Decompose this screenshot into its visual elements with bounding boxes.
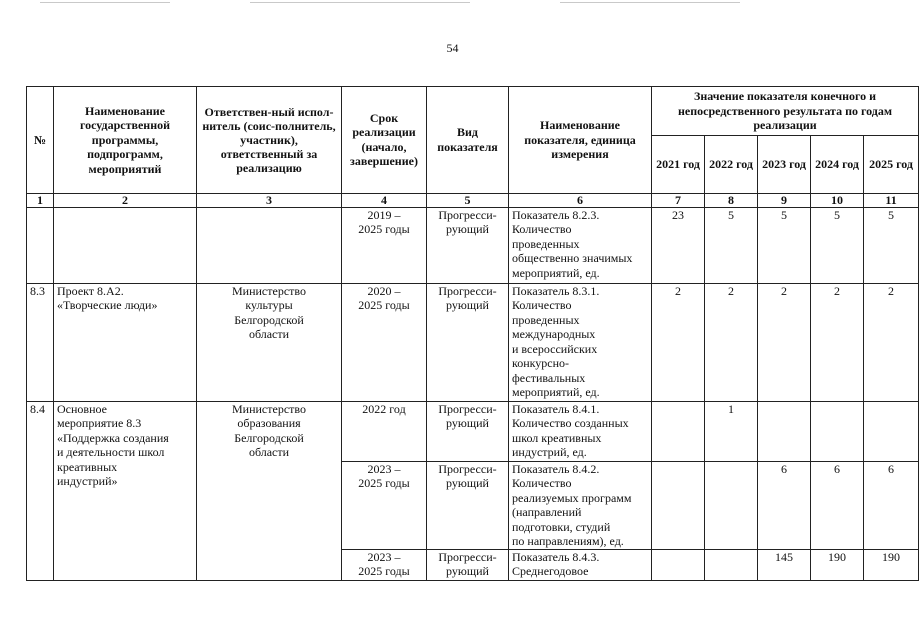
column-number: 7: [652, 193, 705, 207]
row-indicator: Показатель 8.4.1. Количество созданных школ креативных индустрий, ед.: [509, 401, 652, 461]
column-number: 4: [342, 193, 427, 207]
column-number: 9: [758, 193, 811, 207]
header-values-group: Значение показателя конечного и непосредственного результата по годам реализации: [652, 87, 919, 136]
column-number: 6: [509, 193, 652, 207]
value-cell: 6: [864, 461, 919, 549]
row-type: Прогресси- рующий: [427, 401, 509, 461]
column-number: 5: [427, 193, 509, 207]
header-indicator-type: Вид показателя: [427, 87, 509, 194]
value-cell: [652, 401, 705, 461]
header-year: 2021 год: [652, 135, 705, 193]
row-type: Прогресси- рующий: [427, 549, 509, 580]
value-cell: [652, 461, 705, 549]
value-cell: 2: [864, 283, 919, 401]
value-cell: [811, 401, 864, 461]
row-period: 2023 – 2025 годы: [342, 549, 427, 580]
row-no: [27, 207, 54, 283]
page-number: 54: [446, 41, 459, 55]
value-cell: 2: [705, 283, 758, 401]
column-number: 11: [864, 193, 919, 207]
table-row: [27, 207, 919, 283]
row-indicator: Показатель 8.4.2. Количество реализуемых программ (направлений подготовки, студий по направлениям), ед.: [509, 461, 652, 549]
header-period: Срок реализации (начало, завершение): [342, 87, 427, 194]
column-number: 2: [54, 193, 197, 207]
value-cell: 5: [758, 207, 811, 283]
column-number: 10: [811, 193, 864, 207]
header-indicator-name: Наименование показателя, единица измерения: [509, 87, 652, 194]
value-cell: 190: [864, 549, 919, 580]
header-year: 2024 год: [811, 135, 864, 193]
row-name: [54, 207, 197, 283]
value-cell: [864, 401, 919, 461]
table-row: [27, 283, 919, 401]
header-row: [27, 87, 919, 136]
row-indicator: Показатель 8.3.1. Количество проведенных международных и всероссийских конкурсно- фестивальных мероприятий, ед.: [509, 283, 652, 401]
value-cell: 190: [811, 549, 864, 580]
column-number: 1: [27, 193, 54, 207]
row-responsible: Министерство культуры Белгородской области: [197, 283, 342, 401]
header-year: 2025 год: [864, 135, 919, 193]
value-cell: 2: [811, 283, 864, 401]
value-cell: [705, 549, 758, 580]
row-period: 2023 – 2025 годы: [342, 461, 427, 549]
header-name: Наименование государственной программы, подпрограмм, мероприятий: [54, 87, 197, 194]
value-cell: 5: [864, 207, 919, 283]
row-indicator: Показатель 8.2.3. Количество проведенных общественно значимых мероприятий, ед.: [509, 207, 652, 283]
header-year: 2022 год: [705, 135, 758, 193]
row-no: 8.4: [27, 401, 54, 580]
header-no: №: [27, 87, 54, 194]
row-period: 2022 год: [342, 401, 427, 461]
row-no: 8.3: [27, 283, 54, 401]
column-number-row: [27, 193, 919, 207]
value-cell: 23: [652, 207, 705, 283]
value-cell: 1: [705, 401, 758, 461]
value-cell: 145: [758, 549, 811, 580]
row-type: Прогресси- рующий: [427, 207, 509, 283]
row-type: Прогресси- рующий: [427, 283, 509, 401]
value-cell: 6: [811, 461, 864, 549]
value-cell: 2: [652, 283, 705, 401]
row-period: 2019 – 2025 годы: [342, 207, 427, 283]
column-number: 3: [197, 193, 342, 207]
column-number: 8: [705, 193, 758, 207]
scan-edge-line: [250, 2, 470, 3]
header-responsible: Ответствен-ный испол-нитель (соис-полнитель, участник), ответственный за реализацию: [197, 87, 342, 194]
scan-edge-line: [40, 2, 170, 3]
value-cell: 6: [758, 461, 811, 549]
row-responsible: [197, 207, 342, 283]
row-period: 2020 – 2025 годы: [342, 283, 427, 401]
scan-edge-line: [560, 2, 740, 3]
table-row: [27, 401, 919, 461]
header-year: 2023 год: [758, 135, 811, 193]
value-cell: 2: [758, 283, 811, 401]
row-name: Проект 8.А2. «Творческие люди»: [54, 283, 197, 401]
row-name: Основное мероприятие 8.3 «Поддержка создания и деятельности школ креативных индустрий»: [54, 401, 197, 580]
row-type: Прогресси- рующий: [427, 461, 509, 549]
row-indicator: Показатель 8.4.3. Среднегодовое: [509, 549, 652, 580]
value-cell: [652, 549, 705, 580]
row-responsible: Министерство образования Белгородской области: [197, 401, 342, 580]
value-cell: 5: [811, 207, 864, 283]
value-cell: 5: [705, 207, 758, 283]
value-cell: [705, 461, 758, 549]
value-cell: [758, 401, 811, 461]
program-table: [26, 86, 919, 581]
